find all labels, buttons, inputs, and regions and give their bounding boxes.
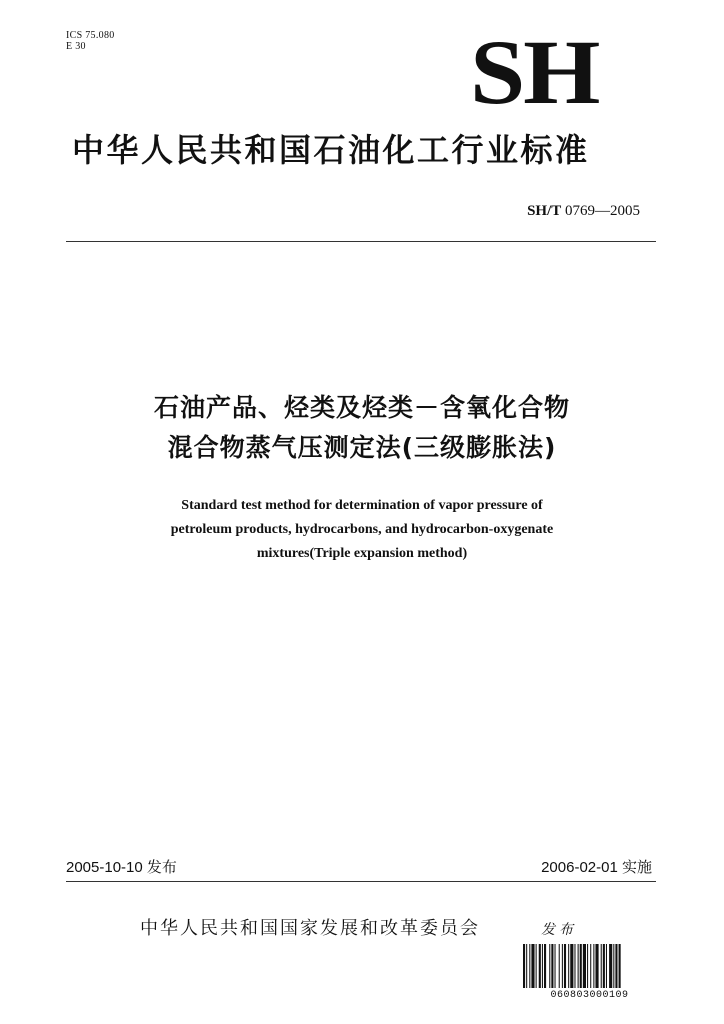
barcode-bar <box>615 944 617 988</box>
barcode-bar <box>601 944 602 988</box>
barcode-bar <box>583 944 586 988</box>
english-title-line-1: Standard test method for determination of vapor pressure of <box>181 498 543 513</box>
barcode-bar <box>590 944 591 988</box>
date-row <box>66 857 656 879</box>
classification-codes <box>66 30 115 52</box>
top-divider <box>66 241 656 242</box>
industry-standard-title: 中华人民共和国石油化工行业标准 <box>72 131 590 169</box>
barcode-bar <box>606 944 607 988</box>
standard-number <box>527 201 640 221</box>
publisher-name: 中华人民共和国国家发展和改革委员会 <box>140 918 480 939</box>
english-title <box>0 494 724 566</box>
barcode-bar <box>578 944 579 988</box>
chinese-title <box>0 388 724 468</box>
standard-number-prefix: SH/T <box>527 203 562 219</box>
barcode-bar <box>603 944 605 988</box>
barcode-bar <box>574 944 575 988</box>
barcode-bar <box>568 944 569 988</box>
barcode-bar <box>609 944 612 988</box>
barcode-bar <box>526 944 527 988</box>
barcode-bar <box>559 944 560 988</box>
barcode-bar <box>542 944 543 988</box>
barcode-bar <box>529 944 530 988</box>
barcode-number: 060803000109 <box>550 990 629 1001</box>
bottom-divider <box>66 881 656 882</box>
barcode-bar <box>523 944 525 988</box>
sh-logo: SH <box>470 21 599 123</box>
english-title-line-3: mixtures(Triple expansion method) <box>256 546 468 561</box>
standard-number-value: 0769—2005 <box>565 203 640 219</box>
barcode-bar <box>539 944 541 988</box>
english-title-line-2: petroleum products, hydrocarbons, and hydrocarbon-oxygenate <box>170 522 554 537</box>
barcode-bar <box>564 944 566 988</box>
barcode-bar <box>549 944 550 988</box>
barcode <box>523 944 656 988</box>
ccs-code: E 30 <box>66 41 86 52</box>
publish-label: 发布 <box>541 922 577 938</box>
barcode-bar <box>580 944 582 988</box>
effective-date: 2006-02-01 实施 <box>541 859 652 876</box>
barcode-bar <box>551 944 553 988</box>
barcode-bar <box>613 944 614 988</box>
barcode-bar <box>555 944 556 988</box>
barcode-bar <box>593 944 594 988</box>
chinese-title-line-2: 混合物蒸气压测定法(三级膨胀法) <box>167 433 557 462</box>
barcode-bar <box>531 944 534 988</box>
barcode-bar <box>536 944 537 988</box>
barcode-bar <box>587 944 588 988</box>
issue-date: 2005-10-10 发布 <box>66 859 177 876</box>
barcode-bar <box>619 944 621 988</box>
chinese-title-line-1: 石油产品、烃类及烃类－含氧化合物 <box>153 393 570 422</box>
ics-code: ICS 75.080 <box>66 30 115 41</box>
barcode-bar <box>562 944 563 988</box>
barcode-bar <box>595 944 598 988</box>
barcode-bar <box>570 944 573 988</box>
barcode-bar <box>544 944 546 988</box>
